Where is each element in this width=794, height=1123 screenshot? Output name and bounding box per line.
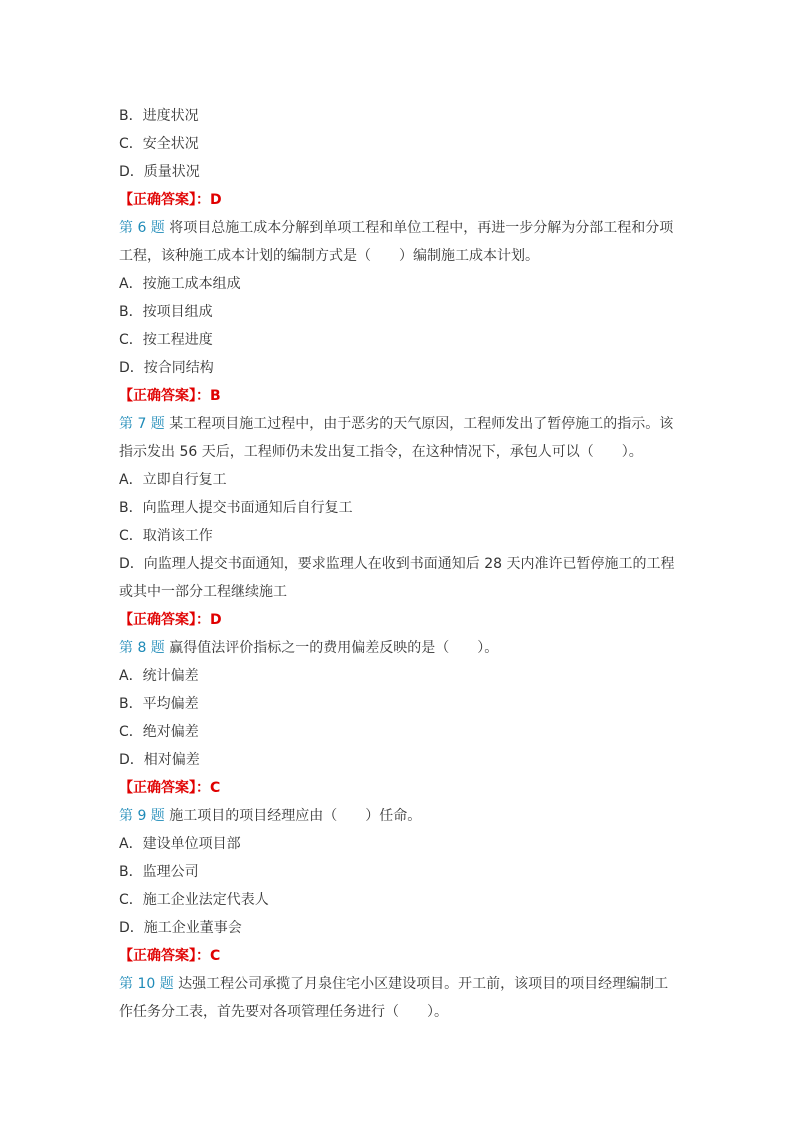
answer-option: A．统计偏差 (119, 668, 199, 684)
question-document (119, 102, 679, 1026)
question-text: 工程，该种施工成本计划的编制方式是（ ）编制施工成本计划。 (119, 248, 539, 264)
question-line (119, 970, 679, 998)
correct-answer: 【正确答案】：D (119, 192, 222, 208)
answer-option: D．质量状况 (119, 164, 200, 180)
answer-option: C．取消该工作 (119, 528, 213, 544)
question-line (119, 242, 679, 270)
question-number: 第 8 题 (119, 640, 165, 656)
answer-option: C．按工程进度 (119, 332, 213, 348)
question-text: 作任务分工表，首先要对各项管理任务进行（ ）。 (119, 1004, 448, 1020)
question-text: 指示发出 56 天后，工程师仍未发出复工指令，在这种情况下，承包人可以（ ）。 (119, 444, 643, 460)
answer-option: B．按项目组成 (119, 304, 213, 320)
answer-option: B．平均偏差 (119, 696, 199, 712)
correct-answer: 【正确答案】：D (119, 612, 222, 628)
answer-option: D．施工企业董事会 (119, 920, 242, 936)
question-line (119, 410, 679, 438)
answer-option: B．进度状况 (119, 108, 199, 124)
answer-option: C．施工企业法定代表人 (119, 892, 269, 908)
answer-option: A．立即自行复工 (119, 472, 227, 488)
correct-answer: 【正确答案】：C (119, 780, 221, 796)
answer-option: B．向监理人提交书面通知后自行复工 (119, 500, 353, 516)
correct-answer: 【正确答案】：C (119, 948, 221, 964)
question-number: 第 7 题 (119, 416, 165, 432)
answer-option: A．建设单位项目部 (119, 836, 241, 852)
correct-answer: 【正确答案】：B (119, 388, 221, 404)
question-text: 达强工程公司承揽了月泉住宅小区建设项目。开工前，该项目的项目经理编制工 (178, 976, 669, 992)
question-text: 赢得值法评价指标之一的费用偏差反映的是（ ）。 (169, 640, 499, 656)
question-line (119, 634, 679, 662)
answer-option: C．绝对偏差 (119, 724, 199, 740)
question-line (119, 438, 679, 466)
answer-option: A．按施工成本组成 (119, 276, 241, 292)
question-number: 第 9 题 (119, 808, 165, 824)
question-number: 第 6 题 (119, 220, 165, 236)
question-line (119, 998, 679, 1026)
answer-option: 或其中一部分工程继续施工 (119, 584, 287, 600)
question-text: 某工程项目施工过程中，由于恶劣的天气原因，工程师发出了暂停施工的指示。该 (169, 416, 674, 432)
answer-option: B．监理公司 (119, 864, 199, 880)
question-text: 施工项目的项目经理应由（ ）任命。 (169, 808, 422, 824)
answer-option: D．按合同结构 (119, 360, 214, 376)
answer-option: D．相对偏差 (119, 752, 200, 768)
question-number: 第 10 题 (119, 976, 174, 992)
answer-option: D．向监理人提交书面通知，要求监理人在收到书面通知后 28 天内准许已暂停施工的工程 (119, 556, 675, 572)
question-text: 将项目总施工成本分解到单项工程和单位工程中，再进一步分解为分部工程和分项 (169, 220, 674, 236)
answer-option: C．安全状况 (119, 136, 199, 152)
question-line (119, 214, 679, 242)
question-line (119, 802, 679, 830)
